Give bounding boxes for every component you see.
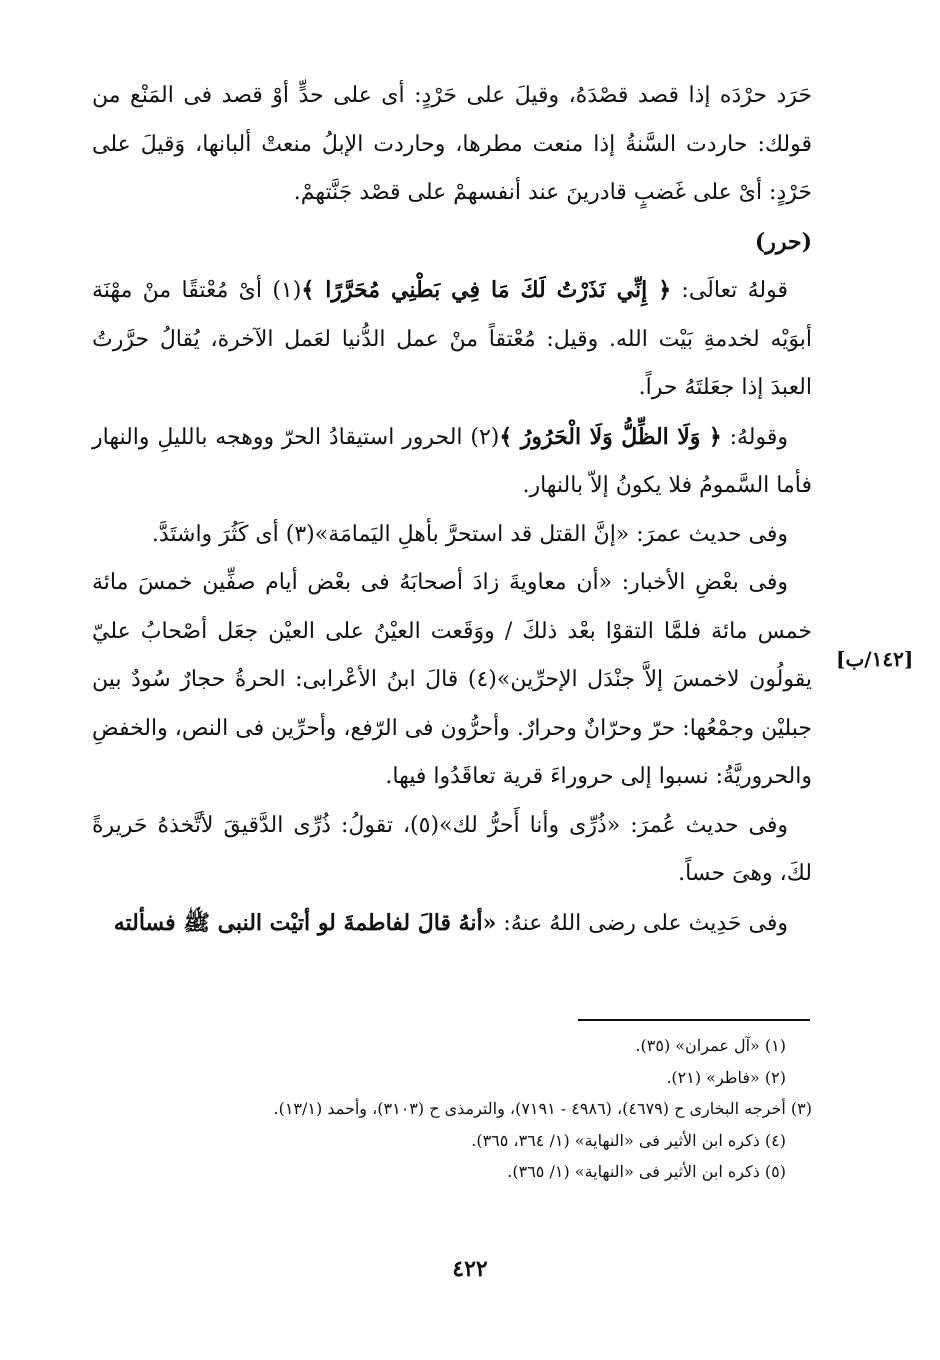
paragraph-muharrar-intro: قولهُ تعالَى: bbox=[671, 278, 788, 303]
footnotes bbox=[92, 1030, 812, 1188]
paragraph-harur-intro: وقولهُ: bbox=[721, 424, 788, 450]
paragraph-muharrar-explanation: (١) أىْ مُعْتقًا منْ مهْنَة أبوَيْه لخدمةِ بَيْت الله. وقيل: مُعْتقاً منْ عمل الدُّنيا لعَمل الآخرة، يُقالُ حرَّرتُ العبدَ إذا جعَلتَهُ حراً. bbox=[92, 278, 812, 400]
footnote-4: (٤) ذكره ابن الأثير فى «النهاية» (١/ ٣٦٤، ٣٦٥). bbox=[471, 1130, 786, 1150]
footnote-3: (٣) أخرجه البخارى ح (٤٦٧٩)، (٤٩٨٦ - ٧١٩١)، والترمذى ح (٣١٠٣)، وأحمد (١٣/١). bbox=[273, 1099, 812, 1118]
entry-heading: (حرر) bbox=[754, 228, 812, 255]
paragraph-muharrar bbox=[92, 266, 812, 413]
quran-verse-muharrar: ﴿ إِنِّي نَذَرْتُ لَكَ مَا فِي بَطْنِي مُحَرَّرًا ﴾ bbox=[301, 277, 672, 303]
paragraph-harur-explanation: (٢) الحرور استيقادُ الحرّ ووهجه بالليلِ والنهار فأما السَّمومُ فلا يكونُ إلاّ بالنهار. bbox=[92, 424, 812, 498]
manuscript-folio-marker: [١٤٢/ب] bbox=[836, 647, 914, 671]
paragraph-hadith-ali-intro: وفى حَدِيث على رضى اللهُ عنهُ: bbox=[496, 910, 788, 936]
paragraph-hadith-umar-dhurri: وفى حديث عُمرَ: «ذُرِّى وأنا أَحرُّ لك»(٥)، تقولُ: ذُرِّى الدَّقيقَ لأتَّخذهُ حَريرةً لكَ، وهىَ حساً. bbox=[92, 812, 812, 886]
paragraph-hadith-umar-yamama: وفى حديث عمرَ: «إنَّ القتل قد استحرَّ بأهلِ اليَمامَة»(٣) أى كَثُرَ واشتَدَّ. bbox=[151, 521, 788, 547]
paragraph-muawiya-report: وفى بعْضِ الأخبار: «أن معاويةَ زادَ أصحابَهُ فى بعْض أيام صفِّين خمسَ مائة خمس مائة فلمَّا التقوْا بعْد ذلكَ / ووَقَعت العيْنُ على العيْن جعَل أصْحابُ عليّ يقولُون لاخمسَ إلاَّ جنْدَل الإحرِّين»(٤) قالَ ابنُ الأعْرابى: الحرةُ حجارٌ سُودٌ بين جبليْن وجمْعُها: حرّ وحرّانٌ وحرارٌ. وأحرُّون فى الرّفع، وأحرِّين فى النص، والخفضِ والحروريَّةُ: نسبوا إلى حروراءَ قرية تعاقَدُوا فيها. bbox=[92, 570, 813, 789]
footnote-1: (١) «آل عمران» (٣٥). bbox=[635, 1036, 786, 1055]
footnote-2: (٢) «فاطر» (٢١). bbox=[666, 1067, 786, 1087]
hadith-ali-quote: «أنهُ قالَ لفاطمةَ لو أتيْت النبى ﷺ فسألته bbox=[113, 909, 497, 936]
quran-verse-harur: ﴿ وَلَا الظِّلُّ وَلَا الْحَرُورُ ﴾ bbox=[499, 423, 722, 450]
footnote-divider bbox=[578, 1019, 810, 1021]
main-text bbox=[92, 72, 812, 948]
paragraph-hadith-ali bbox=[92, 899, 812, 949]
paragraph-hard-meaning: حَرَد حرْدَه إذا قصد قصْدَهُ، وقيلَ على حَرْدٍ: أى على حدٍّ أوْ قصد فى المَنْع من قولك: حاردت السَّنةُ إذا منعت مطرها، وحاردت الإبلُ منعتْ ألبانها، وَقيلَ على حَرْدٍ: أىْ على غَضبٍ قادرينَ عند أنفسهمْ على قصْد جَنَّتهمْ. bbox=[92, 83, 812, 205]
paragraph-harur bbox=[92, 413, 812, 511]
page-number: ٤٢٢ bbox=[452, 1256, 488, 1282]
footnote-5: (٥) ذكره ابن الأثير فى «النهاية» (١/ ٣٦٥). bbox=[507, 1162, 786, 1181]
